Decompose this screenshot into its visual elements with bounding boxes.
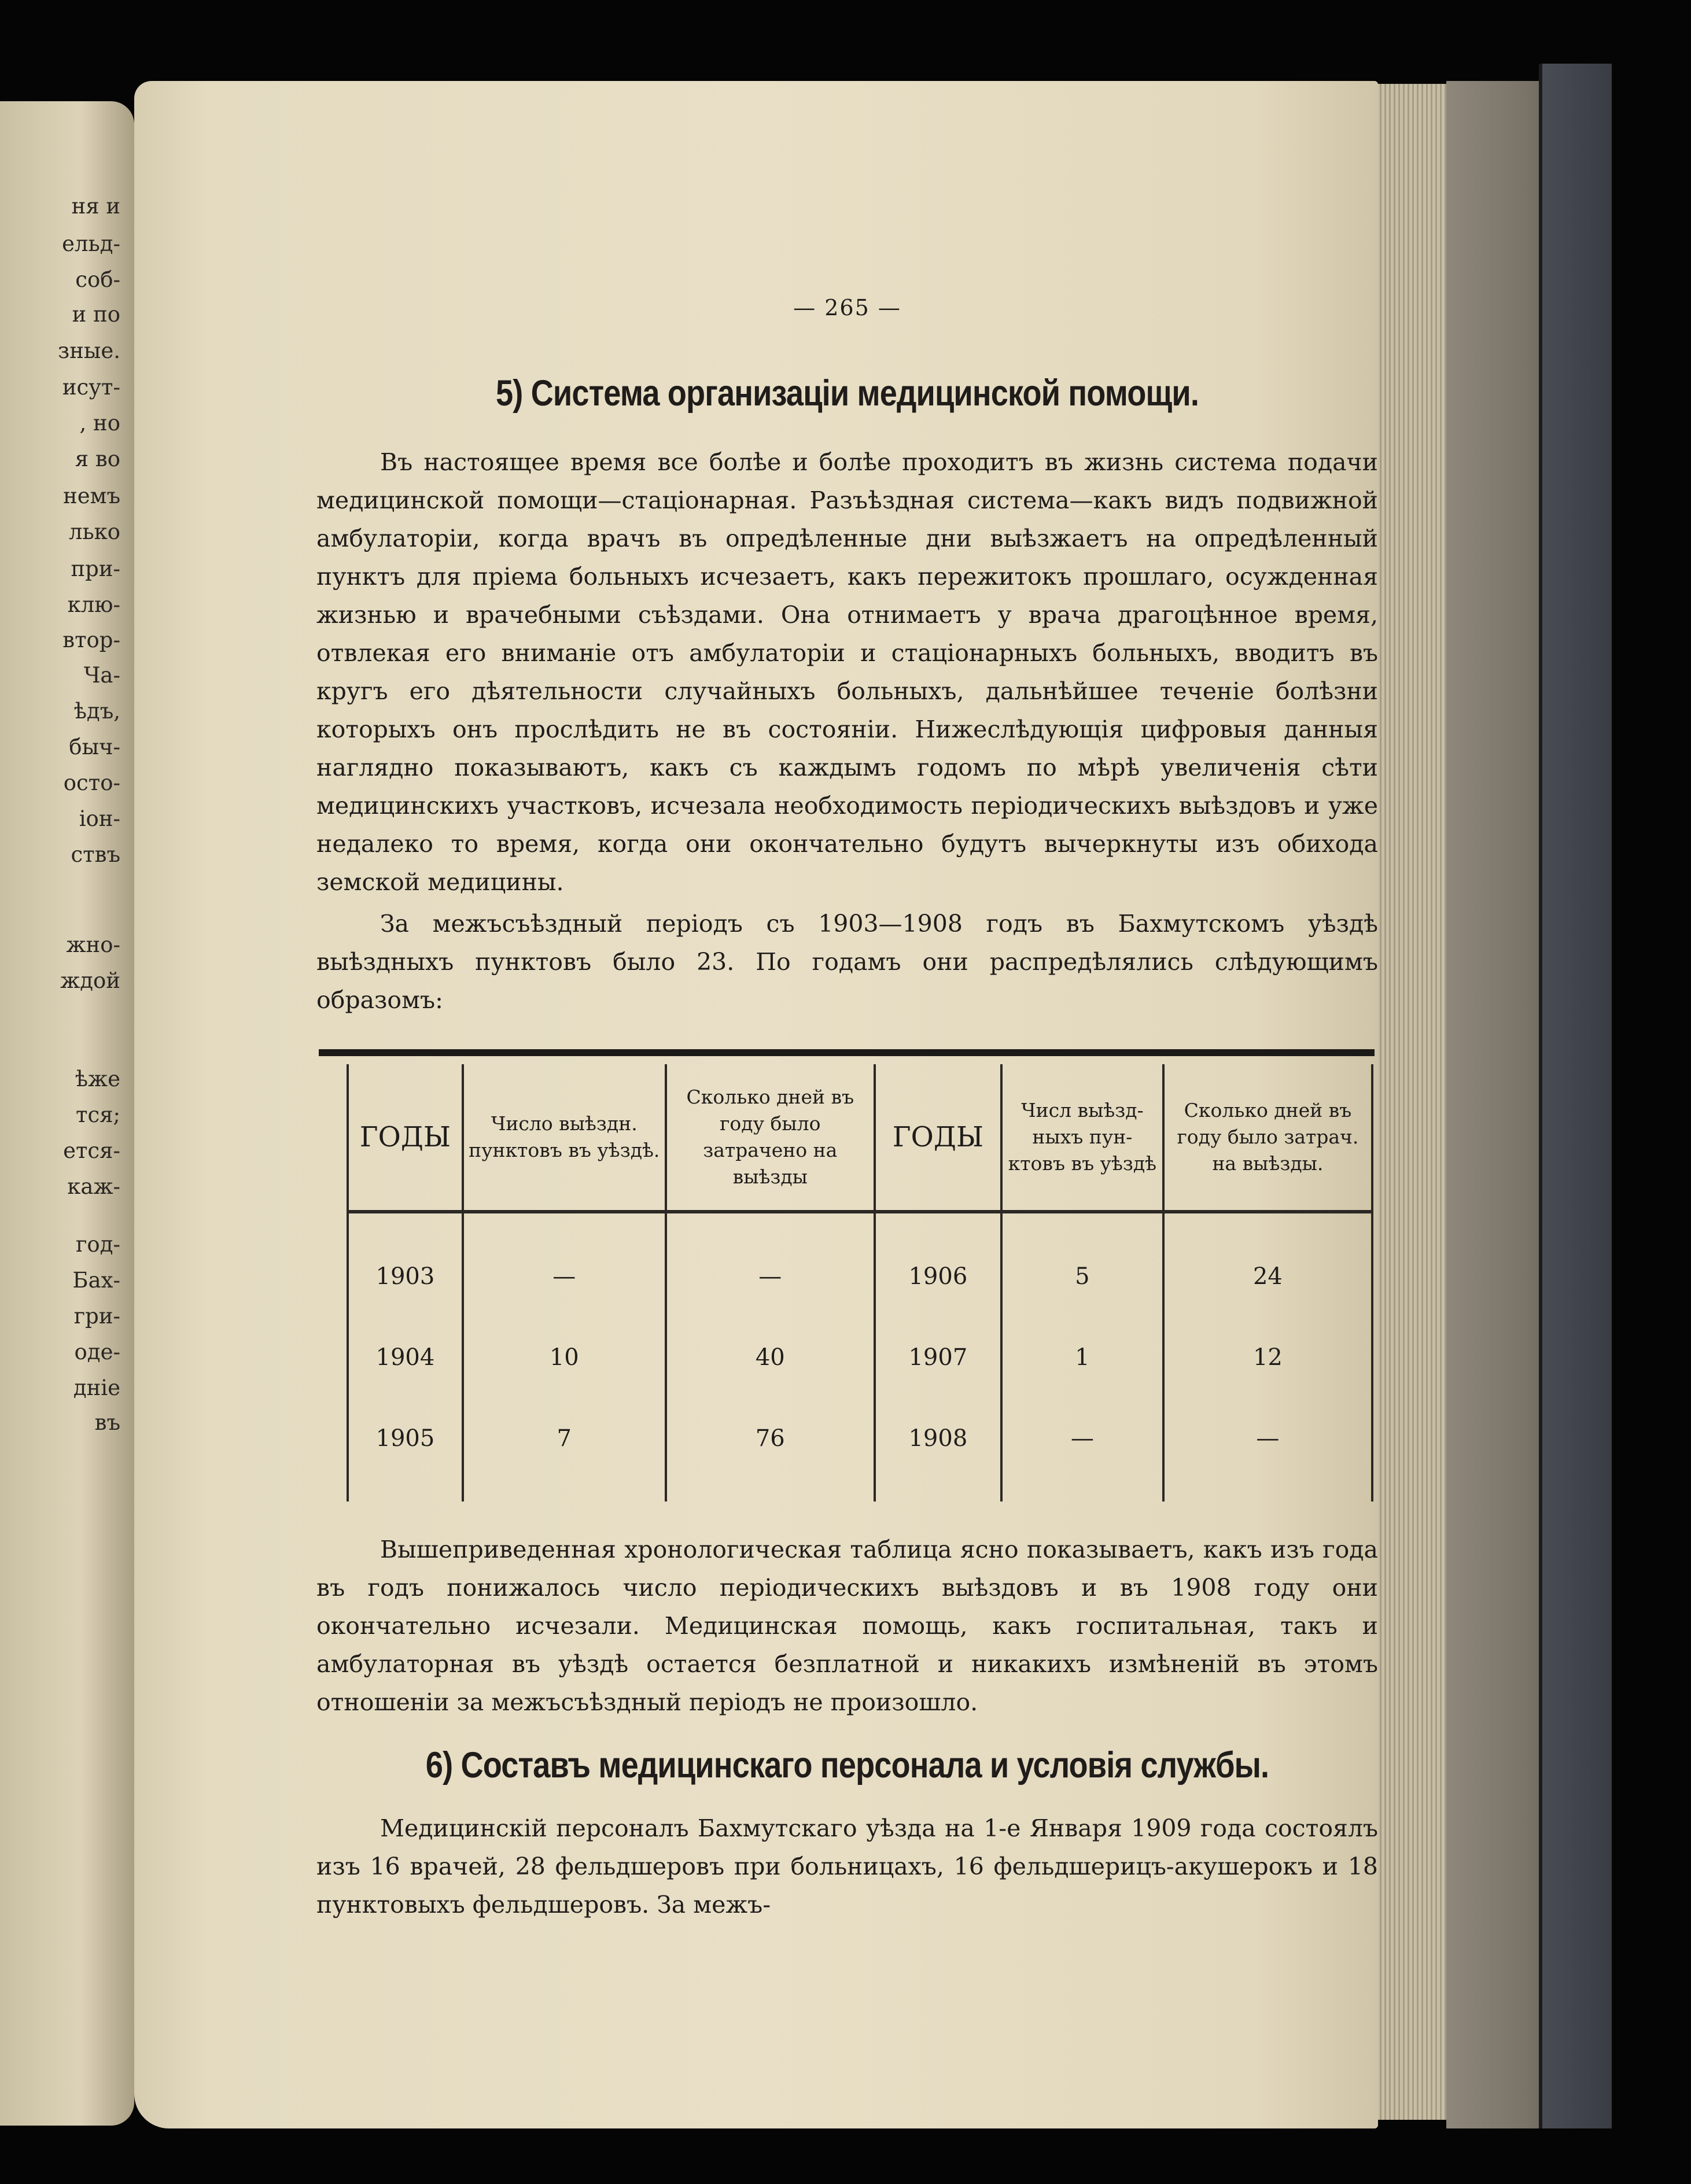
page-stack-edge [1377,84,1446,2120]
left-page-text-fragment: ждой [60,968,120,993]
table-cell: 10 [463,1317,666,1398]
left-page-text-fragment: соб- [75,267,120,292]
table-row [348,1212,1372,1317]
left-page-text-fragment: гри- [73,1304,120,1329]
book-page [134,81,1378,2128]
left-page-text-fragment: ствъ [71,842,120,867]
trips-table [347,1064,1373,1502]
left-page-text-fragment: год- [76,1232,120,1257]
table-cell: 76 [666,1398,875,1502]
left-page-text-fragment: ѣдъ, [73,699,120,724]
header-days-spent-2: Сколько дней въ году было затрач. на выѣзды. [1163,1064,1372,1212]
table-cell: 1906 [875,1212,1001,1317]
table-header-row [348,1064,1372,1212]
left-page-text-fragment: тся; [76,1102,120,1127]
left-page-text-fragment: осто- [63,770,120,795]
table-cell: 12 [1163,1317,1372,1398]
table-cell: 7 [463,1398,666,1502]
left-page-text-fragment: въ [94,1410,120,1435]
section-6-paragraph-1: Медицинскій персоналъ Бахмутскаго уѣзда на 1-е Января 1909 года состоялъ изъ 16 врачей, 28 фельдшеровъ при больницахъ, 16 фельдшерицъ-акушерокъ и 18 пунктовыхъ фельдшеровъ. За межъ- [316,1814,1378,1919]
table-row [348,1398,1372,1502]
left-page-text-fragment: , но [79,411,120,436]
book-spine-band [1539,64,1612,2128]
table-top-rule [319,1049,1375,1056]
left-page-text-fragment: Бах- [72,1268,120,1293]
section-6-heading: 6) Составъ медицинскаго персонала и условія службы. [425,1745,1269,1785]
left-page-text-fragment: ѣже [75,1067,120,1091]
left-page-text-fragment: при- [71,556,120,581]
left-page-edge [0,101,134,2126]
left-page-text-fragment: іон- [79,806,120,831]
table-cell: — [463,1212,666,1317]
left-page-text-fragment: ня и [71,194,120,219]
trips-table-block [319,1049,1375,1502]
table-cell: 1908 [875,1398,1001,1502]
table-cell: 24 [1163,1212,1372,1317]
table-cell: 1905 [348,1398,463,1502]
left-page-text-fragment: Ча- [83,663,120,688]
table-cell: 1907 [875,1317,1001,1398]
header-points-count-2: Числ выѣзд-ныхъ пун-ктовъ въ уѣздѣ [1001,1064,1163,1212]
left-page-text-fragment: клю- [67,592,120,617]
table-cell: 5 [1001,1212,1163,1317]
left-page-text-fragment: зные. [58,338,120,363]
table-cell: 1 [1001,1317,1163,1398]
table-cell: — [1001,1398,1163,1502]
left-page-text-fragment: быч- [69,735,120,759]
left-page-text-fragment: я во [75,447,120,471]
left-page-text-fragment: втор- [62,628,120,652]
left-page-text-fragment: оде- [74,1340,120,1364]
left-page-text-fragment: дніе [73,1375,120,1400]
left-page-text-fragment: каж- [67,1174,120,1199]
left-page-text-fragment: немъ [63,484,120,508]
header-years-2: ГОДЫ [875,1064,1001,1212]
table-cell: 1903 [348,1212,463,1317]
section-5-paragraph-1: Въ настоящее время все болѣе и болѣе проходитъ въ жизнь система подачи медицинской помощи—стаціонарная. Разъѣздная система—какъ видъ подвижной амбулаторіи, когда врачъ въ опредѣленные дни выѣзжаетъ на опредѣленный пунктъ для пріема больныхъ исчезаетъ, какъ пережитокъ прошлаго, осужденная жизнью и врачебными съѣздами. Она отнимаетъ у врача драгоцѣнное время, отвлекая его вниманіе отъ амбулаторіи и стаціонарныхъ больныхъ, вводитъ въ кругъ его дѣятельности случайныхъ больныхъ, дальнѣйшее теченіе болѣзни которыхъ онъ прослѣдить не въ состояніи. Нижеслѣдующія цифровыя данныя наглядно показываютъ, какъ съ каждымъ годомъ по мѣрѣ увеличенія сѣти медицинскихъ участковъ, исчезала необходимость періодическихъ выѣздовъ и уже недалеко то время, когда они окончательно будутъ вычеркнуты изъ обихода земской медицины. [316,448,1378,896]
table-cell: — [1163,1398,1372,1502]
left-page-text-fragment: ется- [63,1138,120,1163]
header-years: ГОДЫ [348,1064,463,1212]
section-5-heading: 5) Система организаціи медицинской помощи. [495,373,1199,414]
left-page-text-fragment: жно- [66,932,120,957]
table-cell: 40 [666,1317,875,1398]
page-number: — 265 — [793,295,901,320]
left-page-text-fragment: и по [72,302,120,327]
header-points-count: Число выѣздн. пунктовъ въ уѣздѣ. [463,1064,666,1212]
table-cell: 1904 [348,1317,463,1398]
page-content [316,295,1378,1924]
section-5-paragraph-2: За межъсъѣздный періодъ съ 1903—1908 годъ въ Бахмутскомъ уѣздѣ выѣздныхъ пунктовъ было 23. По годамъ они распредѣлялись слѣдующимъ образомъ: [316,910,1378,1014]
header-days-spent: Сколько дней въ году было затрачено на выѣзды [666,1064,875,1212]
left-page-text-fragment: лько [68,519,120,544]
left-page-text-fragment: исут- [62,375,120,400]
table-cell: — [666,1212,875,1317]
table-row [348,1317,1372,1398]
left-page-text-fragment: ельд- [62,231,120,256]
section-5-paragraph-3: Вышеприведенная хронологическая таблица ясно показываетъ, какъ изъ года въ годъ понижалось число періодическихъ выѣздовъ и въ 1908 году они окончательно исчезали. Медицинская помощь, какъ госпитальная, такъ и амбулаторная въ уѣздѣ остается безплатной и никакихъ измѣненій въ этомъ отношеніи за межъсъѣздный періодъ не произошло. [316,1536,1378,1716]
